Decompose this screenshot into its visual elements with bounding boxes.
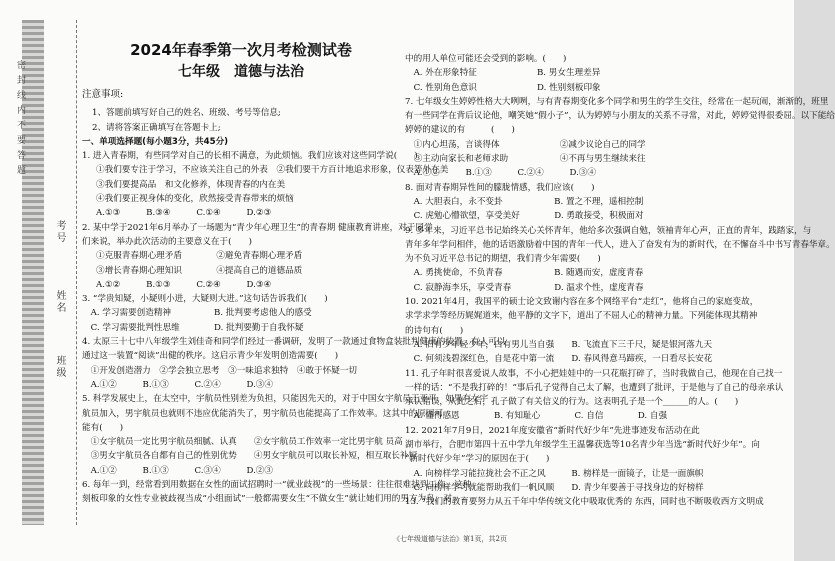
- question-line: 中的用人单位可能还会受到的影响。( ): [405, 54, 567, 64]
- section-heading: 一、单项选择题(每小题3分，共45分): [82, 136, 229, 147]
- answer-options: A.①③ B.③④ C.①④ D.②③: [96, 208, 272, 219]
- class-field[interactable]: 班级: [54, 355, 65, 379]
- answer-options: C. 何须浅碧深红色，自是花中第一流 D. 春风得意马蹄疾，一日看尽长安花: [405, 354, 713, 365]
- question-line: 航员加入，男宇航员也就则不违应优能消失了，男宇航员也能提高了工作效率。这其中的原因可: [82, 408, 443, 419]
- question-line: ①开发创造潜力 ②学会独立思考 ③一味追求独特 ④敢于怀疑一切: [82, 365, 358, 376]
- question-line: 通过这一装置“阅读”出健的秩序。这启示青少年发明创造需要( ): [82, 351, 339, 362]
- answer-options: C. 学习需要批判性思维 D. 批判要勤于自我怀疑: [82, 322, 304, 333]
- question-line: ③增长青春期心理知识 ④提高自己的道德品质: [96, 265, 303, 276]
- notice-item: 1、答题前填写好自己的姓名、班级、考号等信息;: [92, 108, 281, 119]
- question-line: 10. 2021年4月，我国平的硕士论文致谢内容在多个网络平台“走红”，他将自己的家庭变故，: [405, 297, 759, 308]
- question-line: 求学求学等经历娓娓道来，他平静的文字下，道出了不屈人心的精神力量。下列能体现其精神: [405, 311, 758, 322]
- question-line: 9. 多年来，习近平总书记始终关心关怀青年，他给多次强调自勉，领袖青年心声，正直的青年，践踏家，与: [405, 225, 812, 236]
- question-line: 有一些同学在背后议论他，嘲笑她“假小子”，认为婷婷与小朋友的关系不寻常，对此，婷婷觉得很委屈。以下能给: [405, 111, 835, 122]
- question-line: ③男女宇航员各自都有自己的性别优势 ④男女宇航员可以取长补短，相互取长补短: [82, 451, 418, 462]
- answer-options: C. 向榜样学习就能帮助我们一帆风顺 D. 青少年要善于寻找身边的好榜样: [405, 482, 704, 493]
- notice-item: 2、请将答案正确填写在答题卡上;: [92, 122, 221, 133]
- question-line: 的诗句有( ): [405, 325, 464, 336]
- answer-options: A.①② B.①③ C.③④ D.②③: [82, 465, 273, 476]
- page-subtitle: 七年级 道德与法治: [178, 64, 304, 80]
- question-line: ③主动向家长和老师求助 ④不再与男生继续来往: [405, 154, 646, 165]
- question-line: 13. “我们的教育要努力从五千年中华传统文化中吸取优秀的 东西，同时也不断吸收西方文明成: [405, 497, 764, 508]
- question-line: 11. 孔子年时很喜爱说人故事，不小心把娃娃中的一只花瓶打碎了，当时我做自己，他现在自己找一: [405, 368, 783, 379]
- question-line: 5. 科学发展史上，在太空中，宇航员性别差为负担，只能因先天的，对于中国女宇航员王亚平，如果有女宇: [82, 394, 489, 405]
- question-line: 为不负习近平总书记的期望，我们青少年需要( ): [405, 254, 601, 265]
- question-line: 2. 某中学于2021年6月举办了一场题为“青少年心理卫生”的青春期 健康教育讲座，对于同学: [82, 222, 433, 233]
- question-line: 7. 七年级女生婷婷性格大大咧咧，与有青春期变化多个同学和男生的学生交往，经常在一起玩闹，渐渐的，班里: [405, 96, 829, 107]
- answer-options: A.①② B.①③ C.②④ D.③④: [82, 379, 273, 390]
- question-line: ①克服青春期心理矛盾 ②避免青春期心理矛盾: [96, 251, 303, 262]
- question-line: 1. 进入青春期，有些同学对自己的长相不满意，为此烦恼。我们应该对这些同学说( ): [82, 151, 418, 162]
- answer-options: A. 懂得感恩 B. 有知耻心 C. 自信 D. 自强: [405, 411, 668, 422]
- answer-options: A. 勇挑使命，不负青春 B. 随遇而安，虚度青春: [405, 268, 644, 279]
- name-field[interactable]: 姓名: [54, 290, 65, 314]
- question-line: 湖市举行，合肥市第四十五中学九年级学生王温馨获选等10名青少年当选“新时代好少年”。向: [405, 440, 760, 451]
- question-line: 4. 太原三十七中八年级学生刘佳奇和同学们经过一番调研，发明了一款通过食物盒装批判健康的装置，有人可以: [82, 337, 506, 348]
- question-line: ①我们要专注于学习，不应该关注自己的外表 ②我们要干方百计地追求形象，仪表等外在美: [96, 165, 449, 176]
- question-line: ①女宇航员一定比男宇航员细腻、认真 ②女宇航员工作效率一定比男宇航 员高: [82, 437, 403, 448]
- question-line: ③我们要提高品 和文化修养，体现青春的内在美: [96, 179, 286, 190]
- question-line: “新时代好少年”学习的原因在于( ): [405, 454, 550, 465]
- page-title: 2024年春季第一次月考检测试卷: [130, 41, 352, 59]
- right-column: [405, 52, 835, 510]
- question-line: 能有( ): [82, 422, 124, 433]
- question-line: 青年多年学问相伴，他的话语激励着中国的青年一代人，进入了奋发有为的新时代，在不懈奋斗中书写青春华章。: [405, 239, 835, 250]
- seal-line-notice: 密封线内不要答题: [15, 60, 25, 180]
- answer-options: A. 外在形象特征 B. 男女生理差异: [405, 68, 601, 79]
- question-line: 12. 2021年7月9日，2021年度安徽省“新时代好少年”先进事迹发布活动在此: [405, 425, 700, 436]
- question-line: 婷婷的建议的有 ( ): [405, 125, 515, 136]
- question-line: ④我们要正视身体的变化，欣然接受青春带来的烦恼: [96, 194, 294, 205]
- question-line: 们来说，举办此次活动的主要意义在于( ): [82, 236, 252, 247]
- answer-options: A.①② B.①③ C.②④ D.③④: [96, 279, 272, 290]
- answer-options: A. 大胆表白，永不变卦 B. 置之不理，遥相控制: [405, 196, 644, 207]
- question-line: 刻板印象的女性专业被歧视当成“小组面试”一般都需要女生“不做女生”就让她们用的男方为鸟，对: [82, 494, 452, 505]
- question-line: ①内心坦荡，言谈得体 ②减少议论自己的同学: [405, 139, 646, 150]
- answer-options: A. 向榜样学习能拉拢社会不正之风 B. 榜样是一面镜子，让是一面旗帜: [405, 468, 704, 479]
- exam-number-field[interactable]: 考号: [54, 220, 65, 244]
- answer-options: A.①② B.①③ C.②④ D.③④: [405, 168, 596, 179]
- binding-margin: [10, 20, 77, 525]
- answer-options: A. 旧有少年轻少年，白有男儿当自强 B. 飞流直下三千尺，疑是银河落九天: [405, 339, 713, 350]
- answer-options: A. 学习需要创造精神 B. 批判要考虑他人的感受: [82, 308, 312, 319]
- answer-options: C. 虎勉心懵欲望，享受美好 D. 勇敢接受，积极面对: [405, 211, 644, 222]
- answer-options: C. 性别角色意识 D. 性别刻板印象: [405, 82, 601, 93]
- question-line: 承认错误，从此之后，孔子做了有关信义的行为。这表明孔子是一个______的人。( ): [405, 397, 739, 408]
- question-line: 6. 每年一到，经常看到用数据在女性的面试招聘时一“就业歧视”的一些场景：往往很难找到工作，这种: [82, 480, 472, 491]
- question-line: 3. “学贵知疑，小疑则小进，大疑则大进。”这句话告诉我们( ): [82, 294, 328, 305]
- question-line: 一样的话：“不是我打碎的！”事后孔子觉得自己太了解，也遭到了批评，于是他与了自己的母亲承认: [405, 382, 784, 393]
- page-footer: 《七年级道德与法治》第1页，共2页: [393, 535, 507, 543]
- notice-heading: 注意事项:: [82, 89, 124, 100]
- question-line: 8. 面对青春期异性间的朦胧情感，我们应该( ): [405, 182, 595, 193]
- answer-options: C. 寂静海李乐，享受青春 D. 温求个性，虚度青春: [405, 282, 644, 293]
